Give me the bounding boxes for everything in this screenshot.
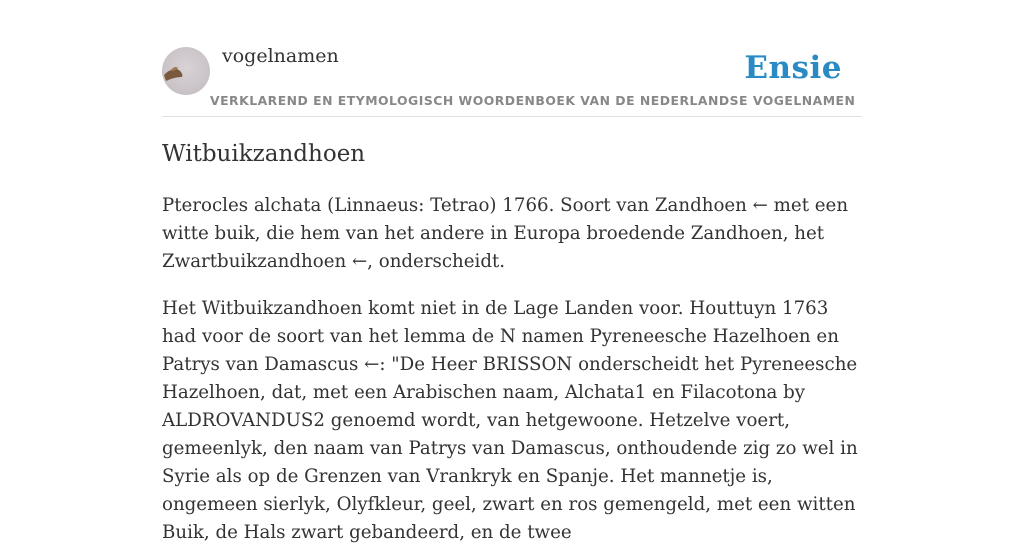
bird-icon (162, 47, 210, 95)
site-tagline: VERKLAREND EN ETYMOLOGISCH WOORDENBOEK VAN DE NEDERLANDSE VOGELNAMEN (210, 93, 856, 108)
page-container (162, 0, 862, 543)
brand-logo[interactable]: Ensie (744, 50, 842, 86)
site-avatar[interactable] (162, 47, 210, 95)
site-header (162, 0, 862, 117)
article-paragraph-2: Het Witbuikzandhoen komt niet in de Lage Landen voor. Houttuyn 1763 had voor de soort van het lemma de N namen Pyreneesche Hazelhoen en Patrys van Damascus ←: "De Heer BRISSON onderscheidt het Pyreneesche Hazelhoen, dat, met een Arabischen naam, Alchata1 en Filacotona by ALDROVANDUS2 genoemd wordt, van hetgewoone. Hetzelve voert, gemeenlyk, den naam van Patrys van Damascus, onthoudende zig zo wel in Syrie als op de Grenzen van Vrankryk en Spanje. Het mannetje is, ongemeen sierlyk, Olyfkleur, geel, zwart en ros gemengeld, met een witten Buik, de Hals zwart gebandeerd, en de twee (162, 298, 858, 543)
article-title: Witbuikzandhoen (162, 141, 366, 167)
article-paragraph-1: Pterocles alchata (Linnaeus: Tetrao) 1766. Soort van Zandhoen ← met een witte buik, die hem van het andere in Europa broedende Zandhoen, het Zwartbuikzandhoen ←, onderscheidt. (162, 195, 849, 272)
site-name-link[interactable]: vogelnamen (222, 45, 339, 67)
